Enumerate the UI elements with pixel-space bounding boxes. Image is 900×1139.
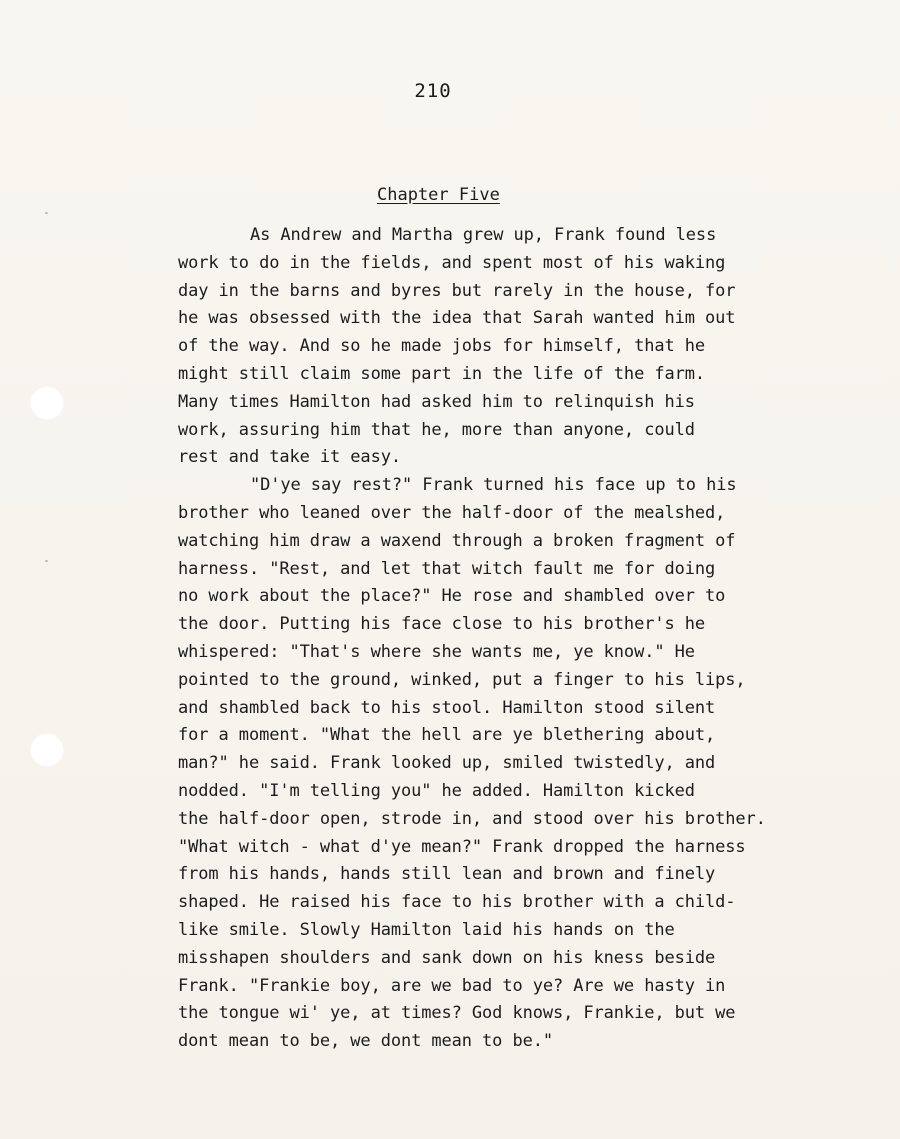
text-line: from his hands, hands still lean and brown and finely <box>178 864 716 885</box>
text-line: for a moment. "What the hell are ye blethering about, <box>178 725 716 746</box>
text-line: might still claim some part in the life of the farm. <box>178 363 706 384</box>
text-line: the tongue wi' ye, at times? God knows, Frankie, but we <box>178 1003 736 1024</box>
text-line: Frank. "Frankie boy, are we bad to ye? Are we hasty in <box>178 975 726 996</box>
text-line: nodded. "I'm telling you" he added. Hamilton kicked <box>178 780 695 801</box>
text-line: day in the barns and byres but rarely in the house, for <box>178 280 736 301</box>
text-line: shaped. He raised his face to his brother with a child- <box>178 892 736 913</box>
text-line: As Andrew and Martha grew up, Frank found less <box>250 225 717 245</box>
text-line: no work about the place?" He rose and shambled over to <box>178 586 726 607</box>
text-line: work, assuring him that he, more than anyone, could <box>178 419 695 440</box>
text-line: he was obsessed with the idea that Sarah wanted him out <box>178 308 736 329</box>
text-line: "What witch - what d'ye mean?" Frank dropped the harness <box>178 836 746 857</box>
text-line: Many times Hamilton had asked him to relinquish his <box>178 391 695 412</box>
text-line: pointed to the ground, winked, put a finger to his lips, <box>178 669 746 690</box>
text-line: rest and take it easy. <box>178 447 401 468</box>
text-line: work to do in the fields, and spent most of his waking <box>178 252 726 273</box>
text-line: whispered: "That's where she wants me, ye know." He <box>178 641 695 662</box>
punch-hole <box>30 386 64 420</box>
text-line: watching him draw a waxend through a broken fragment of <box>178 530 736 551</box>
paper-speck <box>45 560 48 562</box>
text-line: "D'ye say rest?" Frank turned his face up to his <box>250 475 737 496</box>
page-number: 210 <box>414 80 452 102</box>
text-line: man?" he said. Frank looked up, smiled twistedly, and <box>178 753 716 774</box>
paper-speck <box>45 212 48 214</box>
text-line: brother who leaned over the half-door of the mealshed, <box>178 502 726 523</box>
text-line: and shambled back to his stool. Hamilton stood silent <box>178 697 716 718</box>
text-line: the half-door open, strode in, and stood over his brother. <box>178 808 766 829</box>
chapter-title: Chapter Five <box>377 185 500 205</box>
body-text <box>178 222 878 1056</box>
text-line: misshapen shoulders and sank down on his kness beside <box>178 947 716 968</box>
text-line: dont mean to be, we dont mean to be." <box>178 1031 553 1052</box>
text-line: of the way. And so he made jobs for himself, that he <box>178 336 706 357</box>
text-line: harness. "Rest, and let that witch fault me for doing <box>178 558 716 579</box>
text-line: like smile. Slowly Hamilton laid his hands on the <box>178 919 675 940</box>
text-line: the door. Putting his face close to his brother's he <box>178 614 706 635</box>
punch-hole <box>30 733 64 767</box>
